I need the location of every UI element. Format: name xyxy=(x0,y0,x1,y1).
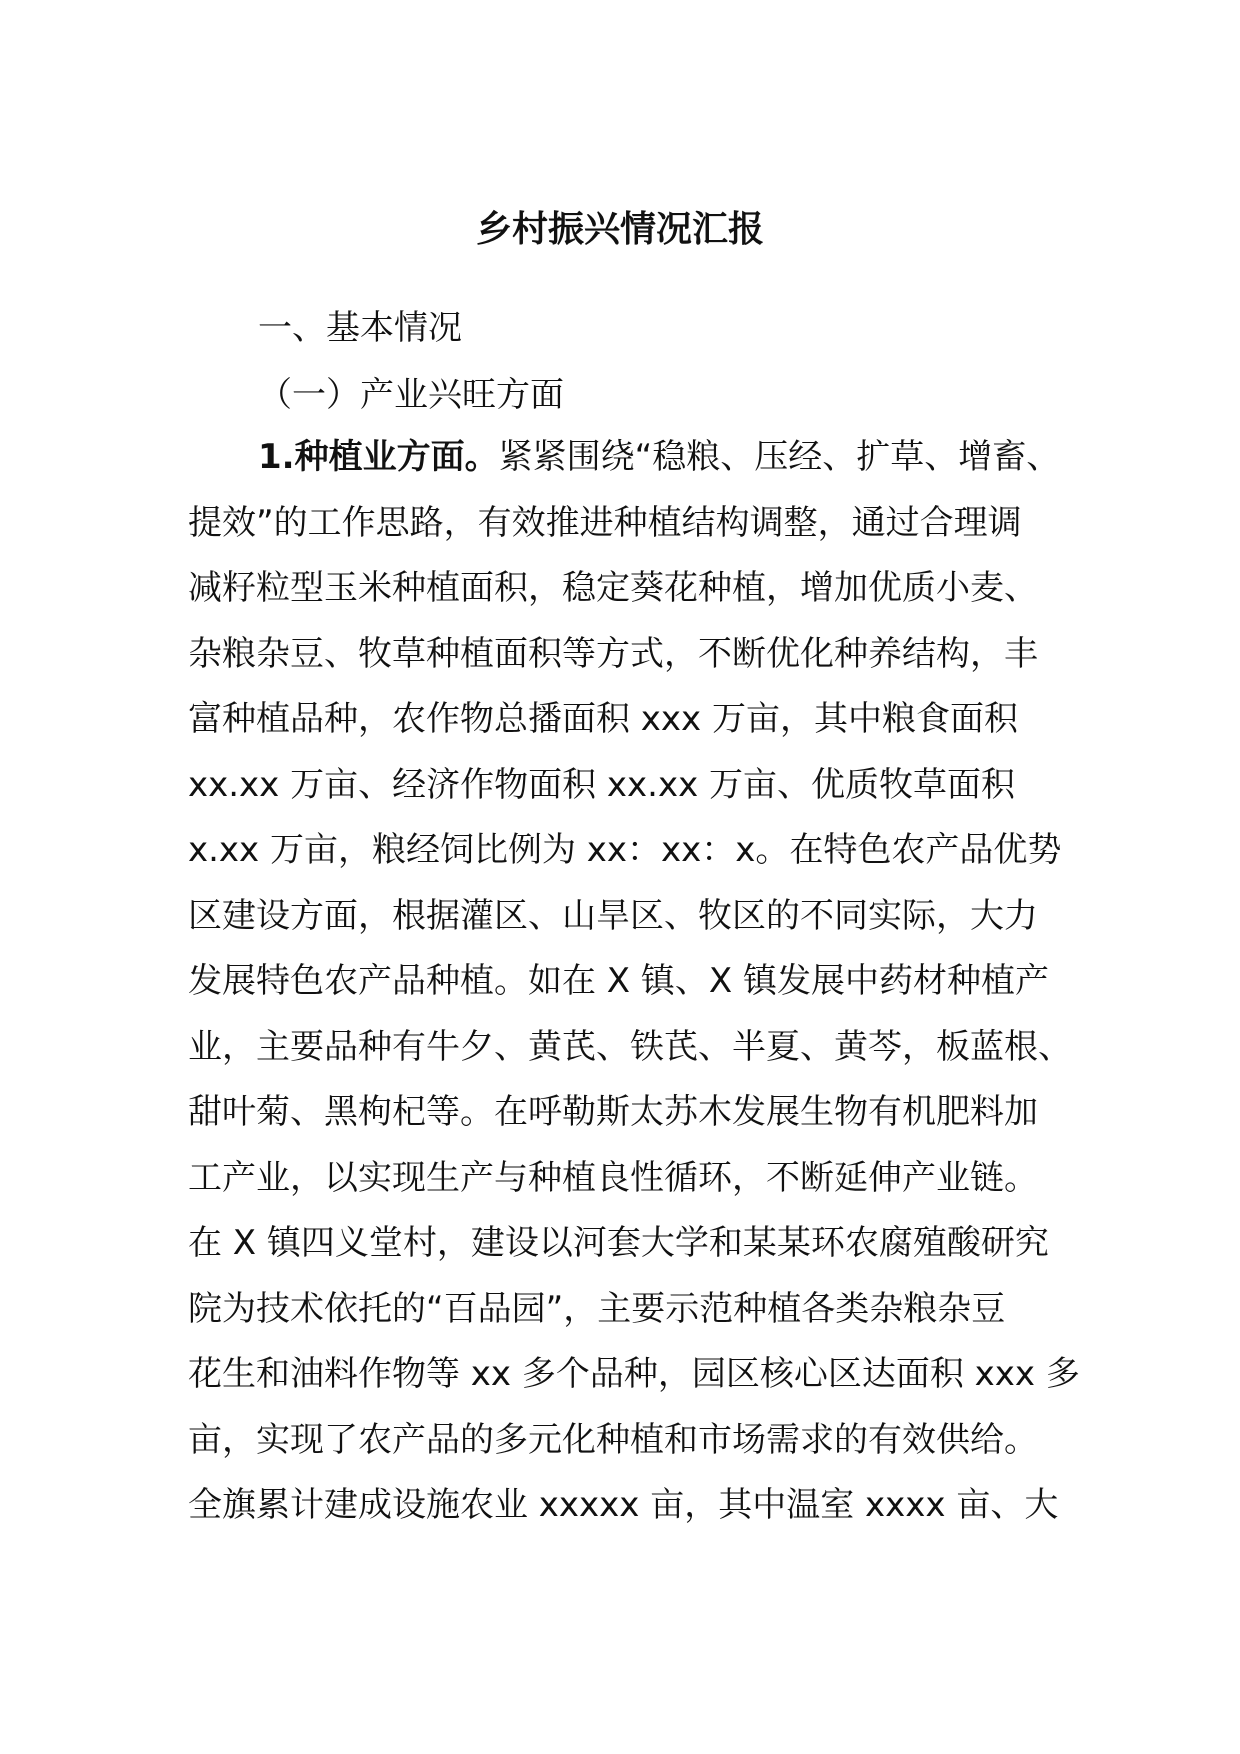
paragraph-line: 亩，实现了农产品的多元化种植和市场需求的有效供给。 xyxy=(188,1419,1038,1460)
paragraph-line: 减籽粒型玉米种植面积，稳定葵花种植，增加优质小麦、 xyxy=(188,568,1038,608)
paragraph-line: 富种植品种，农作物总播面积 xxx 万亩，其中粮食面积 xyxy=(188,699,1018,739)
section-heading: 一、基本情况 xyxy=(258,308,462,348)
paragraph-line: 提效”的工作思路，有效推进种植结构调整，通过合理调 xyxy=(188,502,1022,543)
paragraph-line: x.xx 万亩，粮经饲比例为 xx：xx：x。在特色农产品优势 xyxy=(188,830,1062,870)
paragraph-line: 花生和油料作物等 xx 多个品种，园区核心区达面积 xxx 多 xyxy=(188,1354,1080,1394)
paragraph-line: 区建设方面，根据灌区、山旱区、牧区的不同实际，大力 xyxy=(188,895,1038,936)
paragraph-line: xx.xx 万亩、经济作物面积 xx.xx 万亩、优质牧草面积 xyxy=(188,764,1016,805)
paragraph-line: 甜叶菊、黑枸杞等。在呼勒斯太苏木发展生物有机肥料加 xyxy=(188,1092,1038,1132)
paragraph-line: 全旗累计建成设施农业 xxxxx 亩，其中温室 xxxx 亩、大 xyxy=(188,1485,1059,1525)
paragraph-line: 工产业，以实现生产与种植良性循环，不断延伸产业链。 xyxy=(188,1157,1038,1198)
paragraph-text: 紧紧围绕“稳粮、压经、扩草、增畜、 xyxy=(498,437,1061,477)
paragraph-line xyxy=(188,434,1088,500)
paragraph-line: 业，主要品种有牛夕、黄芪、铁芪、半夏、黄芩，板蓝根、 xyxy=(188,1026,1072,1067)
paragraph-line: 院为技术依托的“百品园”，主要示范种植各类杂粮杂豆 xyxy=(188,1288,1006,1329)
paragraph-lead: 1.种植业方面。 xyxy=(258,437,499,477)
paragraph-body xyxy=(188,434,1088,1548)
subsection-heading: （一）产业兴旺方面 xyxy=(258,375,564,415)
paragraph-line: 发展特色农产品种植。如在 X 镇、X 镇发展中药材种植产 xyxy=(188,961,1050,1001)
document-title: 乡村振兴情况汇报 xyxy=(475,209,764,250)
paragraph-line: 杂粮杂豆、牧草种植面积等方式，不断优化种养结构，丰 xyxy=(188,633,1038,674)
paragraph-line: 在 X 镇四义堂村，建设以河套大学和某某环农腐殖酸研究 xyxy=(188,1223,1049,1263)
